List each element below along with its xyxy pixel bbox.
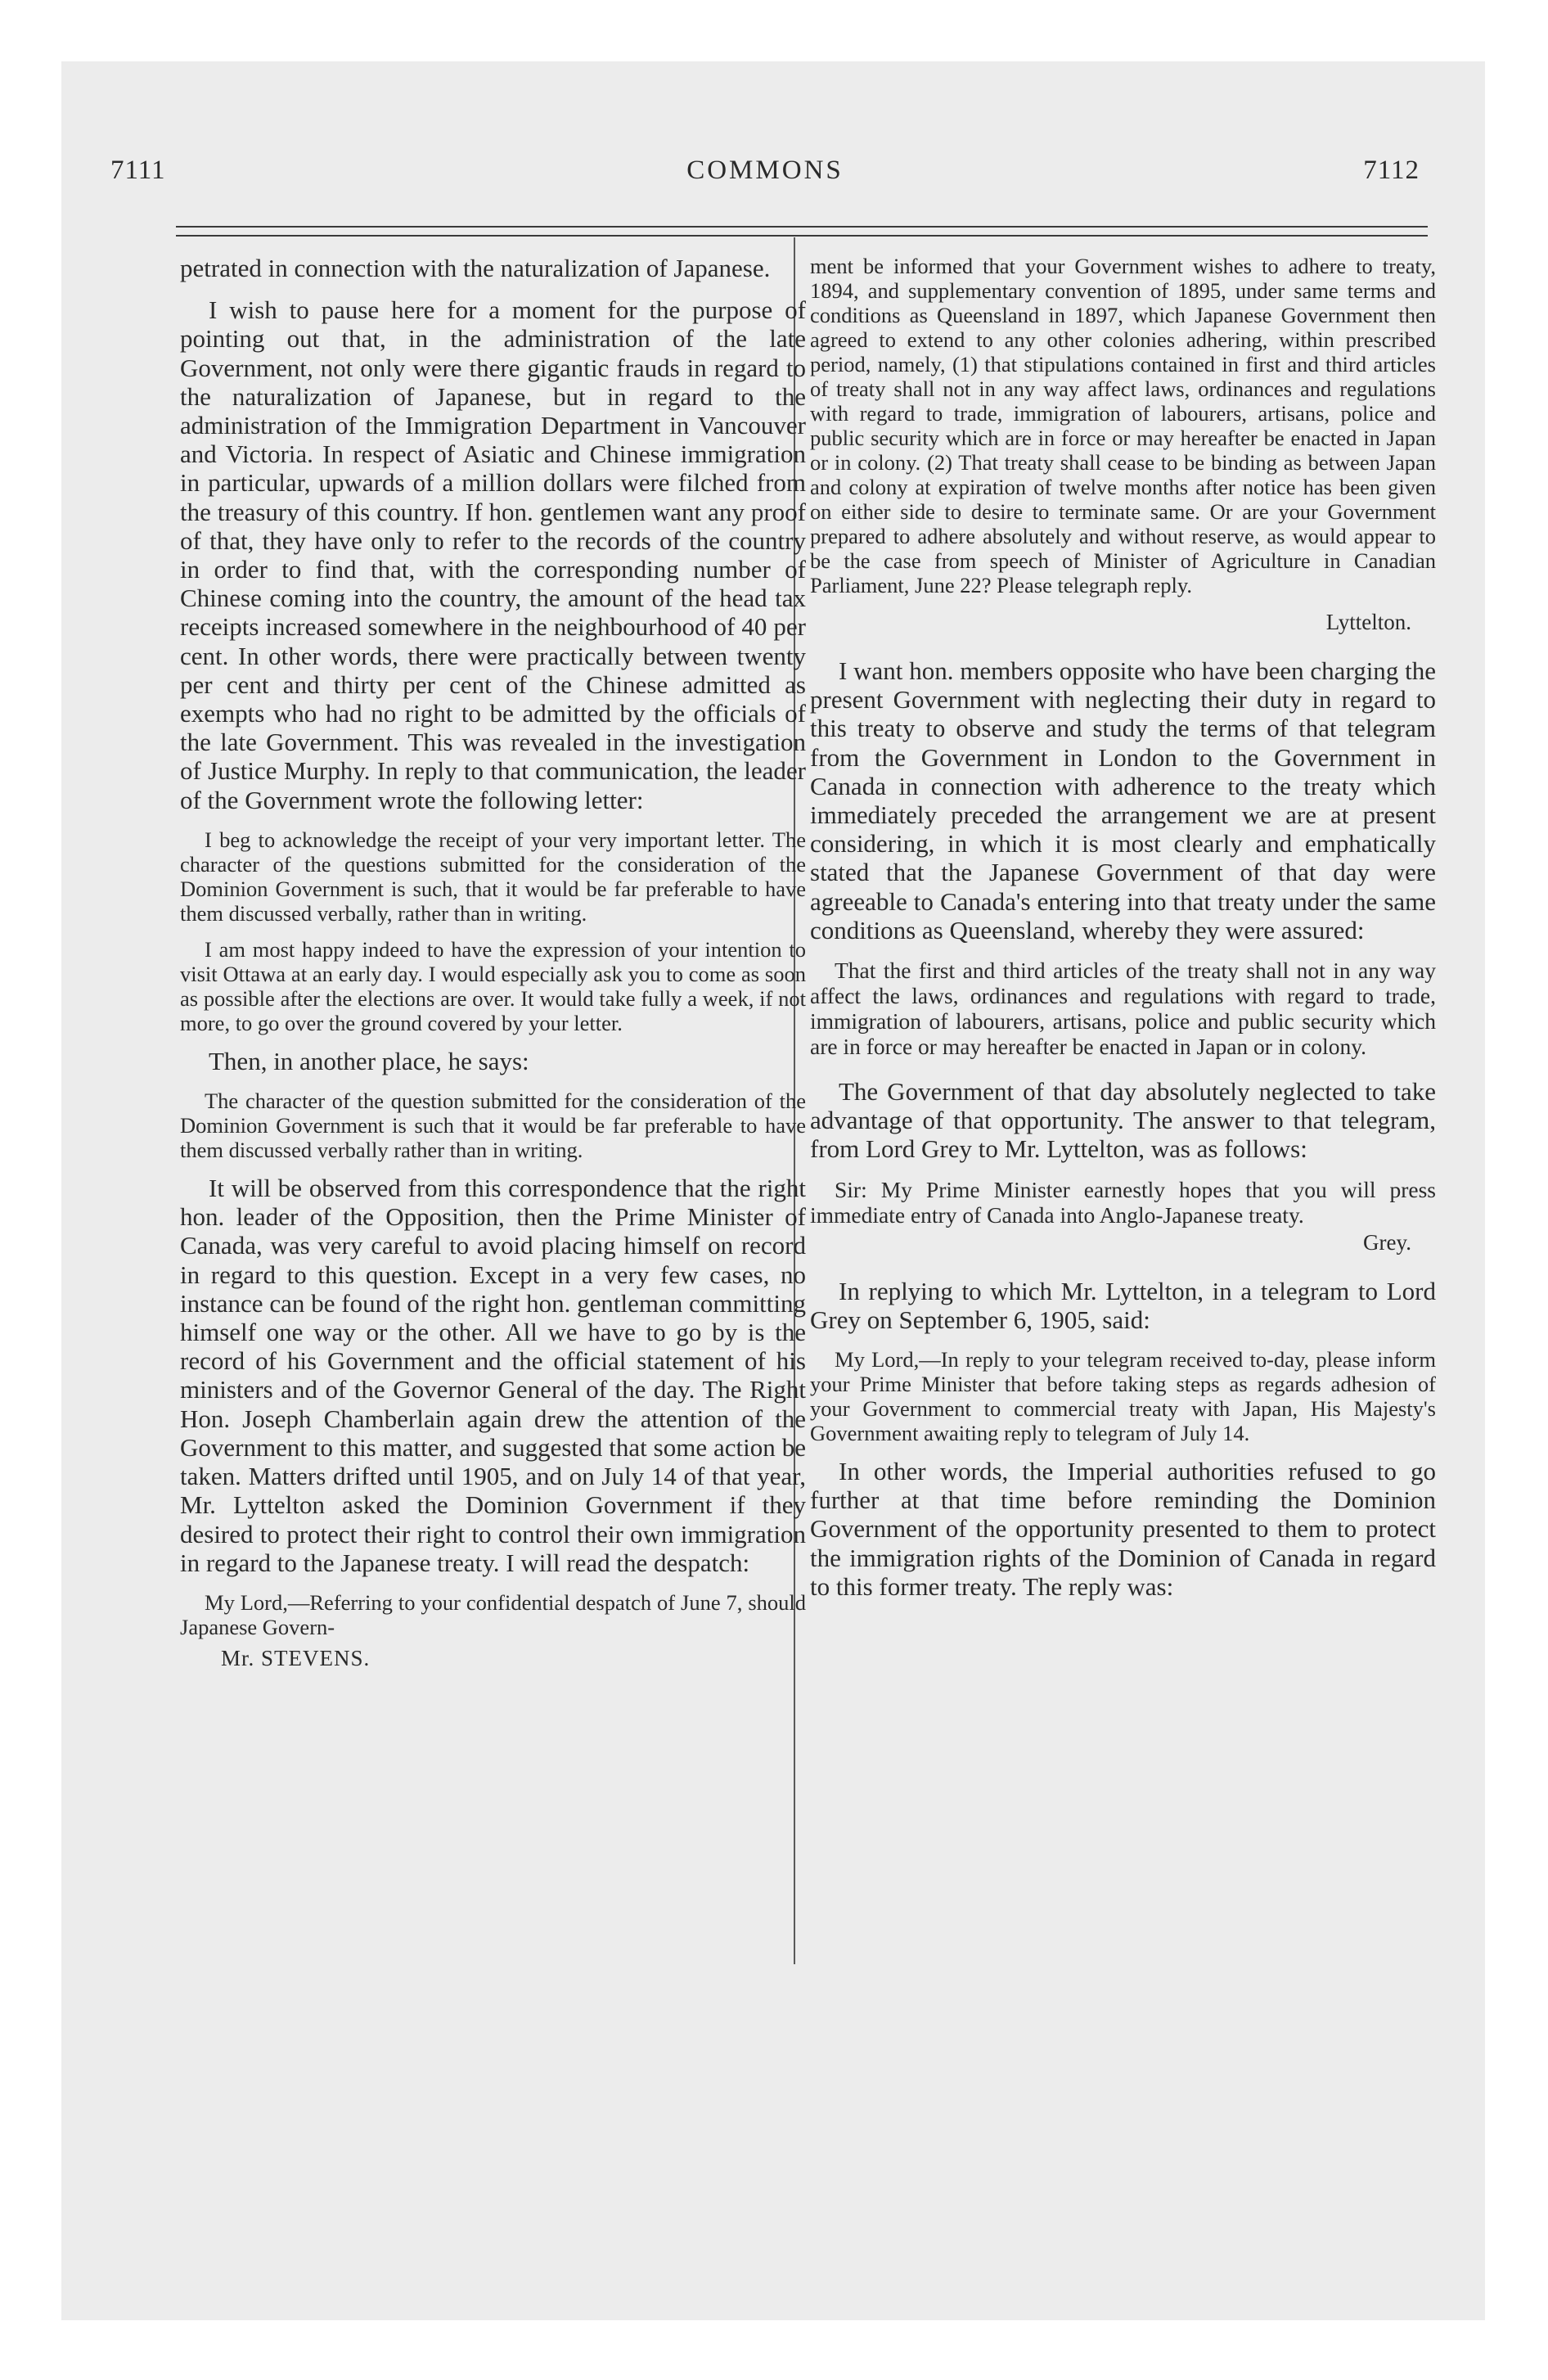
quoted-telegram: Sir: My Prime Minister earnestly hopes that you will press immediate entry of Canada into Anglo-Japanese treaty. [810, 1176, 1436, 1228]
paragraph: The Government of that day absolutely neglected to take advantage of that opportunity. The answer to that telegram, from Lord Grey to Mr. Lyttelton, was as follows: [810, 1077, 1436, 1164]
quoted-letter: I am most happy indeed to have the expression of your intention to visit Ottawa at an early day. I would especially ask you to come as soon as possible after the elections are over. It would take fully a week, if not more, to go over the ground covered by your letter. [180, 936, 806, 1035]
page-title: COMMONS [686, 156, 844, 185]
left-column [180, 254, 806, 1671]
header-rule-top [176, 226, 1428, 228]
left-page-number: 7111 [110, 156, 166, 185]
quoted-despatch: My Lord,—Referring to your confidential despatch of June 7, should Japanese Govern- [180, 1589, 806, 1639]
paragraph: In replying to which Mr. Lyttelton, in a telegram to Lord Grey on September 6, 1905, said: [810, 1276, 1436, 1334]
quoted-despatch: ment be informed that your Government wishes to adhere to treaty, 1894, and supplementary convention of 1895, under same terms and conditions as Queensland in 1897, which Japanese Government then agreed to extend to any other colonies adhering, within prescribed period, namely, (1) that stipulations contained in first and third articles of treaty shall not in any way affect laws, ordinances and regulations with regard to trade, immigration of labourers, artisans, police and public security which are in force or may hereafter be enacted in Japan or in colony. (2) That treaty shall cease to be binding as between Japan and colony at expiration of twelve months after notice has been given on either side to desire to terminate same. Or are your Government prepared to adhere absolutely and without reserve, as would appear to be the case from speech of Minister of Agriculture in Canadian Parliament, June 22? Please telegraph reply. [810, 254, 1436, 597]
paragraph: Then, in another place, he says: [209, 1046, 529, 1075]
signature: Lyttelton. [1325, 610, 1411, 634]
page-header [110, 147, 1420, 196]
quoted-letter: I beg to acknowledge the receipt of your very important letter. The character of the questions submitted for the consideration of the Dominion Government is such, that it would be far preferable to have them discussed verbally, rather than in writing. [180, 827, 806, 926]
right-column [810, 254, 1436, 1614]
paragraph: In other words, the Imperial authorities refused to go further at that time before reminding the Dominion Government of the opportunity presented to them to protect the immigration rights of the Dominion of Canada in regard to this former treaty. The reply was: [810, 1457, 1436, 1601]
quoted-treaty-terms: That the first and third articles of the treaty shall not in any way affect the laws, ordinances and regulations with regard to trade, immigration of labourers, artisans, police and public security which are in force or may hereafter be enacted in Japan or in colony. [810, 958, 1436, 1060]
speaker-name: Mr. STEVENS. [221, 1645, 371, 1670]
paragraph: I want hon. members opposite who have been charging the present Government with neglecting their duty in regard to this treaty to observe and study the terms of that telegram from the Government in London to the Government in Canada in connection with adherence to the treaty which immediately preceded the arrangement we are at present considering, in which it is most clearly and emphatically stated that the Japanese Government of that day were agreeable to Canada's entering into that treaty under the same conditions as Queensland, whereby they were assured: [810, 656, 1436, 944]
paragraph: petrated in connection with the naturalization of Japanese. [180, 254, 771, 282]
right-page-number: 7112 [1363, 156, 1420, 185]
quoted-telegram: My Lord,—In reply to your telegram received to-day, please inform your Prime Minister that before taking steps as regards adhesion of your Government to commercial treaty with Japan, His Majesty's Government awaiting reply to telegram of July 14. [810, 1347, 1436, 1446]
paragraph: It will be observed from this correspondence that the right hon. leader of the Opposition, then the Prime Minister of Canada, was very careful to avoid placing himself on record in regard to this question. Except in a very few cases, no instance can be found of the right hon. gentleman committing himself one way or the other. All we have to go by is the record of his Government and the official statement of his ministers and of the Governor General of the day. The Right Hon. Joseph Chamberlain again drew the attention of the Government to this matter, and suggested that some action be taken. Matters drifted until 1905, and on July 14 of that year, Mr. Lyttelton asked the Dominion Government if they desired to protect their right to control their own immigration in regard to the Japanese treaty. I will read the despatch: [180, 1174, 806, 1577]
paragraph: I wish to pause here for a moment for the purpose of pointing out that, in the administration of the late Government, not only were there gigantic frauds in regard to the naturalization of Japanese, but in regard to the administration of the Immigration Department in Vancouver and Victoria. In respect of Asiatic and Chinese immigration in particular, upwards of a million dollars were filched from the treasury of this country. If hon. gentlemen want any proof of that, they have only to refer to the records of the country in order to find that, with the corresponding number of Chinese coming into the country, the amount of the head tax receipts increased somewhere in the neighbourhood of 40 per cent. In other words, there were practically between twenty per cent and thirty per cent of the Chinese admitted as exempts who had no right to be admitted by the officials of the late Government. This was revealed in the investigation of Justice Murphy. In reply to that communication, the leader of the Government wrote the following letter: [180, 295, 806, 814]
signature: Grey. [1363, 1229, 1411, 1255]
quoted-letter: The character of the question submitted for the consideration of the Dominion Government is such that it would be far preferable to have them discussed verbally rather than in writing. [180, 1089, 806, 1163]
header-rule-bottom [176, 235, 1428, 237]
